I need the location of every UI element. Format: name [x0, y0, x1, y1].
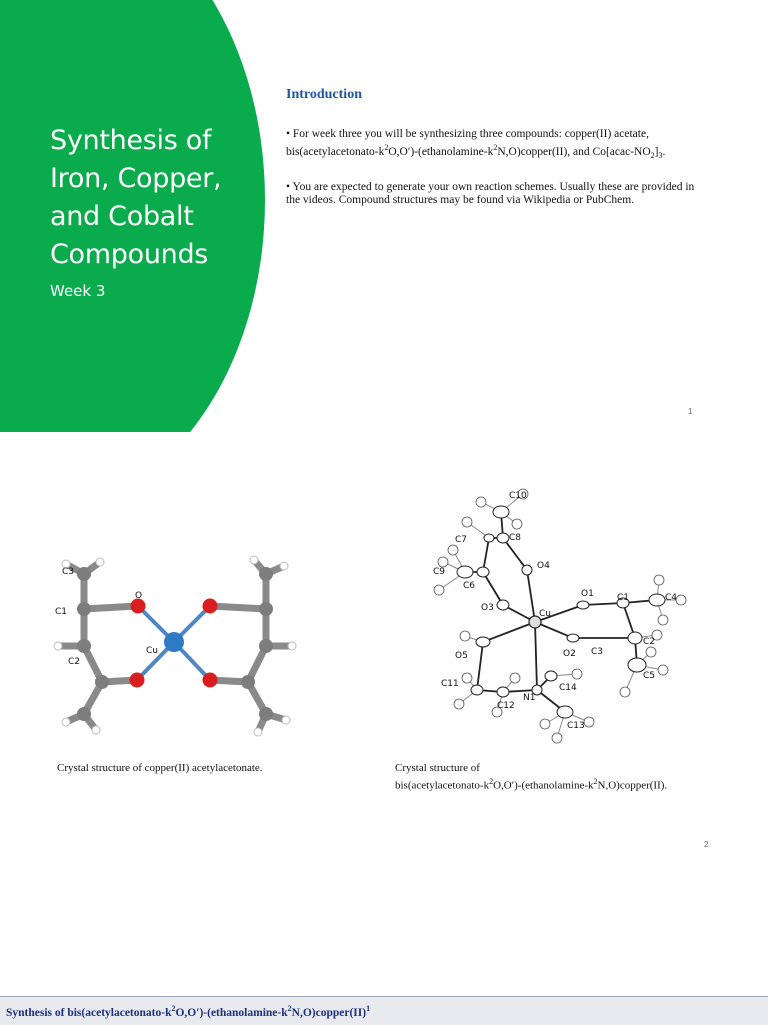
label-c13: C13 — [567, 721, 585, 731]
slide-2 — [0, 432, 768, 862]
introduction-heading: Introduction — [286, 87, 362, 102]
caption-copper-acac: Crystal structure of copper(II) acetylacetonate. — [57, 762, 263, 774]
page-number: 1 — [688, 407, 693, 416]
label-c3-ortep: C3 — [591, 647, 604, 657]
label-c2: C2 — [68, 657, 81, 667]
label-c12: C12 — [497, 701, 515, 711]
page-number: 2 — [704, 840, 709, 849]
copper-acac-structure — [40, 554, 310, 754]
label-o1: O1 — [581, 589, 594, 599]
label-c7: C7 — [455, 535, 468, 545]
label-c6: C6 — [463, 581, 476, 591]
slide-1 — [0, 0, 768, 432]
label-o2: O2 — [563, 649, 576, 659]
label-c14: C14 — [559, 683, 577, 693]
label-n1: N1 — [523, 693, 536, 703]
bullet-compounds: • For week three you will be synthesizing three compounds: copper(II) acetate, $bis(acetylacetonato-k^2O,O')-(ethanolamine-k^2N,O)copper(II)$, and $Co[acac-NO_2]_3$. — [286, 128, 666, 161]
label-c5: C5 — [643, 671, 656, 681]
label-o3: O3 — [481, 603, 494, 613]
label-c1: C1 — [55, 607, 68, 617]
label-o4: O4 — [537, 561, 550, 571]
label-o: O — [135, 591, 143, 601]
label-c10: C10 — [509, 491, 527, 501]
ortep-structure — [425, 460, 695, 750]
label-c4: C4 — [665, 593, 678, 603]
label-c9: C9 — [433, 567, 446, 577]
label-c2-ortep: C2 — [643, 637, 656, 647]
slide-title: Synthesis of Iron, Copper, and Cobalt Compounds — [50, 125, 222, 270]
label-c8: C8 — [509, 533, 522, 543]
slide-3-title: Synthesis of $bis(acetylacetonato-k^2O,O')-(ethanolamine-k^2N,O)copper(II)^1$ — [6, 1004, 371, 1019]
slide-3 — [0, 996, 768, 1025]
slide-subtitle: Week 3 — [50, 282, 106, 300]
label-c1-ortep: C1 — [617, 593, 630, 603]
caption-ortep: Crystal structure of $bis(acetylacetonato-k^2O,O')-(ethanolamine-k^2N,O)copper(II)$. — [395, 762, 668, 792]
label-c3: C3 — [62, 567, 75, 577]
label-cu-ortep: Cu — [539, 609, 551, 619]
bullet-reaction-schemes: • You are expected to generate your own reaction schemes. Usually these are provided in the videos. Compound structures may be found via Wikipedia or PubChem. — [286, 181, 695, 206]
label-o5: O5 — [455, 651, 468, 661]
label-cu: Cu — [146, 646, 158, 656]
label-c11: C11 — [441, 679, 459, 689]
